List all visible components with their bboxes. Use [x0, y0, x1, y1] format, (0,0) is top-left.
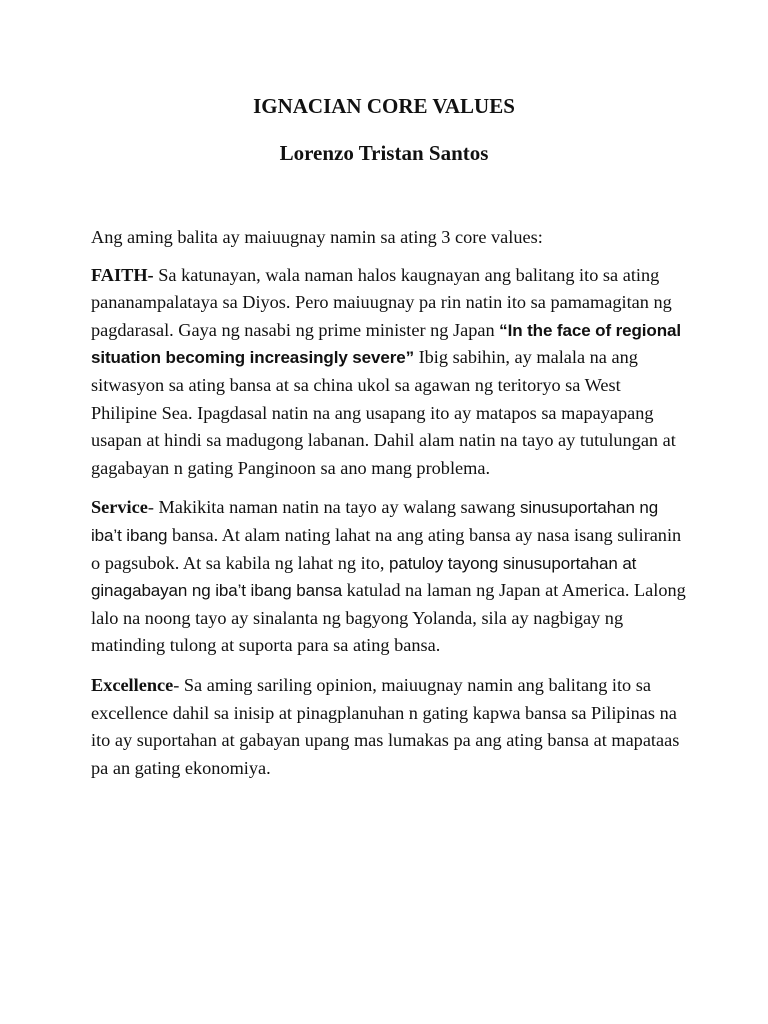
faith-quote: “In the face of regional situation becoming increasingly severe”	[91, 320, 681, 368]
intro-paragraph: Ang aming balita ay maiuugnay namin sa ating 3 core values:	[91, 227, 543, 247]
excellence-text: - Sa aming sariling opinion, maiuugnay namin ang balitang ito sa excellence dahil sa inisip at pinagplanuhan n gating kapwa bansa sa Pilipinas na ito ay suportahan at gabayan upang mas lumakas pa ang ating bansa at mapataas pa an gating ekonomiya.	[91, 674, 680, 778]
service-heading: Service	[91, 497, 148, 518]
faith-text-part-2: Ibig sabihin, ay malala na ang sitwasyon sa ating bansa at sa china ukol sa agawan ng teritoryo sa West Philipine Sea. Ipagdasal natin na ang usapang ito ay matapos sa mapayapang usapan at hindi sa madugong labanan. Dahil alam natin na tayo ay tutulungan at gagabayan n gating Panginoon sa ano mang problema.	[91, 347, 676, 478]
document-title: IGNACIAN CORE VALUES	[253, 94, 515, 118]
excellence-heading: Excellence	[91, 674, 174, 695]
service-paragraph	[91, 494, 691, 660]
faith-text-part-1: Sa katunayan, wala naman halos kaugnayan ang balitang ito sa ating pananampalataya sa Diyos. Pero maiuugnay pa rin natin ito sa pamamagitan ng pagdarasal. Gaya ng nasabi ng prime minister ng Japan	[91, 264, 672, 340]
author-name: Lorenzo Tristan Santos	[279, 141, 489, 165]
service-text-part-1: - Makikita naman natin na tayo ay walang sawang	[147, 497, 520, 518]
faith-paragraph	[91, 262, 691, 483]
service-phrase-2: patuloy tayong sinusuportahan at ginagabayan ng iba’t ibang bansa	[91, 553, 637, 601]
excellence-paragraph	[91, 672, 691, 782]
service-text-part-2: bansa. At alam nating lahat na ang ating bansa ay nasa isang suliranin o pagsubok. At sa kabila ng lahat ng ito,	[91, 524, 682, 573]
service-text-part-3: katulad na laman ng Japan at America. Lalong lalo na noong tayo ay sinalanta ng bagyong Yolanda, sila ay nagbigay ng matinding tulong at suporta para sa ating bansa.	[91, 580, 686, 656]
faith-heading: FAITH-	[91, 264, 154, 285]
document-body	[91, 224, 691, 794]
service-phrase-1: sinusuportahan ng iba’t ibang	[91, 498, 659, 545]
